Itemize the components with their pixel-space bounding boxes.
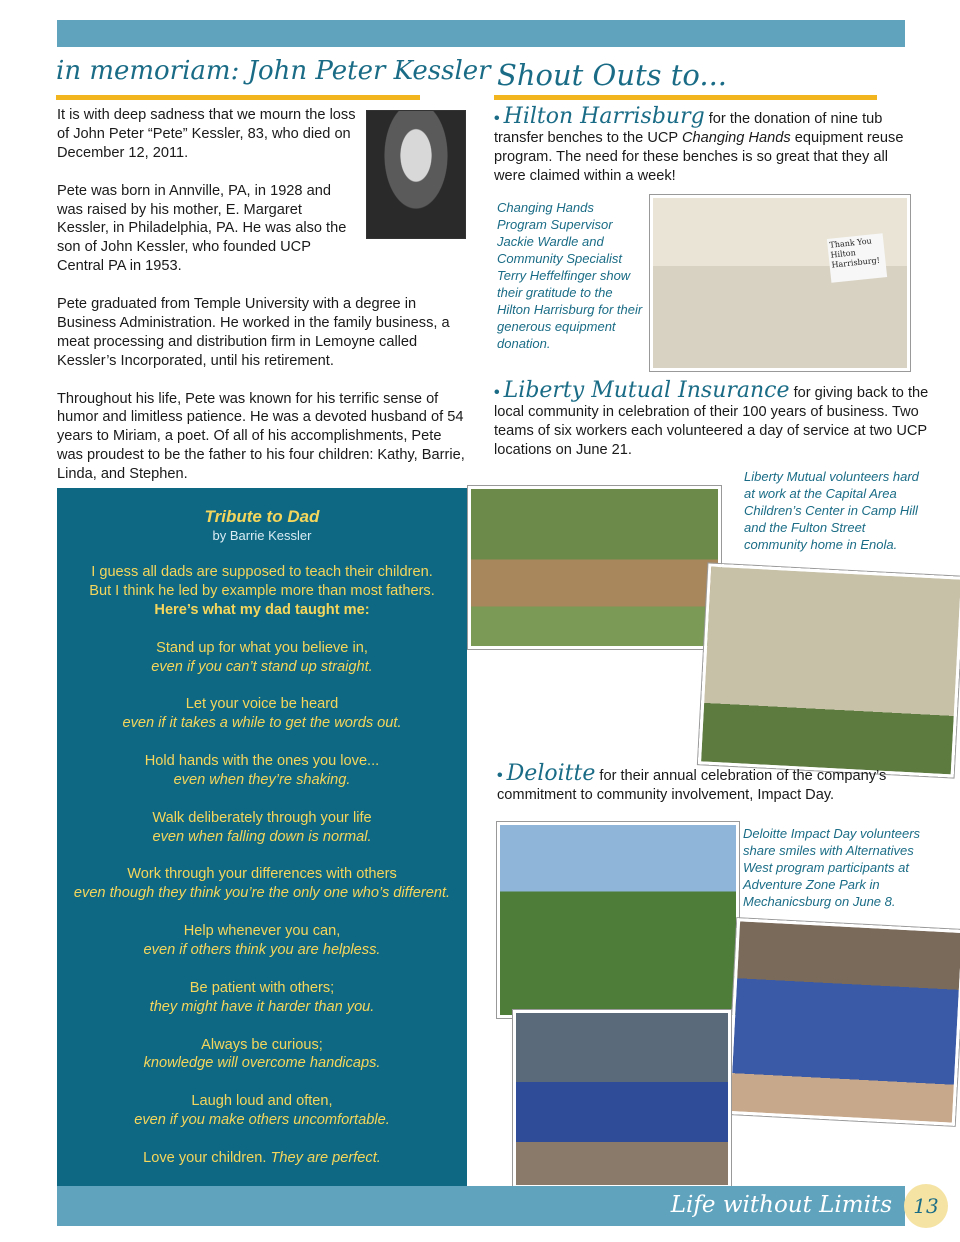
tribute-stanza bbox=[57, 979, 467, 1017]
tribute-stanza-line-italic: even when falling down is normal. bbox=[152, 828, 372, 845]
tribute-stanza-line: Hold hands with the ones you love... bbox=[144, 753, 380, 770]
liberty-photo-house bbox=[698, 563, 960, 777]
deloitte-photo-wheelchair bbox=[497, 822, 739, 1018]
tribute-stanza bbox=[57, 1036, 467, 1074]
tribute-stanza bbox=[57, 809, 467, 847]
tribute-stanza-line-italic: they might have it harder than you. bbox=[149, 998, 375, 1015]
liberty-shoutout bbox=[494, 378, 934, 460]
hilton-name: Hilton Harrisburg bbox=[503, 104, 705, 129]
hilton-photo bbox=[650, 195, 910, 371]
tribute-stanza-line-italic: even though they think you’re the only one who’s different. bbox=[73, 885, 451, 902]
page-number: 13 bbox=[904, 1184, 948, 1228]
shoutouts-heading-underline bbox=[494, 95, 877, 100]
tribute-stanza-line-italic: even if you can’t stand up straight. bbox=[151, 658, 373, 675]
tribute-stanza-line: Walk deliberately through your life bbox=[152, 809, 372, 826]
deloitte-caption: Deloitte Impact Day volunteers share smiles with Alternatives West program participants at Adventure Zone Park in Mechanicsburg on June 8. bbox=[743, 826, 921, 909]
shoutouts-heading: Shout Outs to... bbox=[497, 58, 728, 92]
tribute-stanza-line: Help whenever you can, bbox=[183, 923, 341, 940]
hilton-text-italic: Changing Hands bbox=[681, 129, 791, 146]
liberty-name: Liberty Mutual Insurance bbox=[503, 378, 790, 403]
memoriam-paragraph: Pete was born in Annville, PA, in 1928 and was raised by his mother, E. Margaret Kessler, in Philadelphia, PA. He was also the son of John Kessler, who founded UCP Central PA in 1953. bbox=[57, 182, 347, 275]
tribute-stanza-line: Stand up for what you believe in, bbox=[156, 639, 368, 656]
memoriam-paragraph: It is with deep sadness that we mourn the loss of John Peter “Pete” Kessler, 83, who died on December 12, 2011. bbox=[57, 107, 356, 161]
memoriam-heading-underline bbox=[56, 95, 420, 100]
tribute-stanza-line: Be patient with others; bbox=[189, 979, 335, 996]
tribute-stanza-line: Work through your differences with others bbox=[127, 866, 397, 883]
memoriam-paragraph: Throughout his life, Pete was known for his terrific sense of humor and limitless patience. He was a devoted husband of 54 years to Miriam, a poet. Of all of his accomplishments, Pete was proudest to be the father to his four children: Kathy, Barrie, Linda, and Stephen. bbox=[57, 390, 465, 483]
tribute-panel bbox=[57, 488, 467, 1186]
bullet-dot: • bbox=[497, 767, 503, 784]
deloitte-text: for their annual celebration of the company’s commitment to community involvement, Impact Day. bbox=[497, 768, 887, 803]
hilton-text: for the donation of nine tub transfer benches to the UCP bbox=[494, 111, 883, 146]
tribute-intro-line: Here’s what my dad taught me: bbox=[154, 601, 370, 618]
tribute-poem bbox=[57, 563, 467, 1168]
deloitte-photo-crowd bbox=[513, 1010, 731, 1188]
tribute-stanza-line: Let your voice be heard bbox=[185, 696, 339, 713]
deloitte-name: Deloitte bbox=[506, 761, 596, 786]
tribute-stanza bbox=[57, 695, 467, 733]
thank-you-sign: Thank You Hilton Harrisburg! bbox=[827, 233, 887, 283]
tribute-byline: by Barrie Kessler bbox=[212, 528, 312, 543]
tribute-stanza-line-italic: knowledge will overcome handicaps. bbox=[143, 1055, 381, 1072]
tribute-title: Tribute to Dad bbox=[204, 507, 320, 526]
deloitte-photo-group bbox=[727, 918, 960, 1126]
tribute-stanza bbox=[57, 1092, 467, 1130]
tribute-stanza-line-italic: even if you make others uncomfortable. bbox=[134, 1112, 390, 1129]
bullet-dot: • bbox=[494, 384, 500, 401]
tribute-intro-line: I guess all dads are supposed to teach their children. bbox=[91, 564, 433, 580]
tribute-stanza-line-italic: even if it takes a while to get the words out. bbox=[122, 715, 402, 732]
deloitte-shoutout bbox=[497, 761, 897, 805]
hilton-text-cont: equipment reuse program. The need for these benches is so great that they all were claimed within a week! bbox=[494, 129, 904, 184]
tribute-stanza-line-italic: even if others think you are helpless. bbox=[143, 942, 381, 959]
tribute-stanza bbox=[57, 752, 467, 790]
liberty-caption: Liberty Mutual volunteers hard at work at the Capital Area Children’s Center in Camp Hill and the Fulton Street community home in Enola. bbox=[744, 469, 919, 552]
top-banner-bar bbox=[57, 20, 905, 47]
tribute-stanza-line-italic: even when they’re shaking. bbox=[173, 771, 351, 788]
tribute-closing-plain: Love your children. bbox=[143, 1149, 267, 1166]
tribute-stanza bbox=[57, 922, 467, 960]
memoriam-body bbox=[57, 106, 469, 503]
bullet-dot: • bbox=[494, 110, 500, 127]
liberty-text: for giving back to the local community in celebration of their 100 years of business. Two teams of six workers each volunteered a day of service at two UCP locations on June 21. bbox=[494, 385, 929, 458]
tribute-stanza-line: Always be curious; bbox=[201, 1036, 323, 1053]
memoriam-heading: in memoriam: John Peter Kessler bbox=[56, 56, 491, 86]
hilton-caption: Changing Hands Program Supervisor Jackie Wardle and Community Specialist Terry Heffelfinger show their gratitude to the Hilton Harrisburg for their generous equipment donation. bbox=[497, 200, 643, 351]
tribute-stanza bbox=[57, 639, 467, 677]
liberty-photo-sandbox bbox=[468, 486, 721, 649]
tribute-closing-italic: They are perfect. bbox=[270, 1149, 381, 1166]
tribute-intro-line: But I think he led by example more than most fathers. bbox=[89, 582, 435, 599]
memoriam-paragraph: Pete graduated from Temple University with a degree in Business Administration. He worked in the family business, a meat processing and distribution firm in Lemoyne called Kessler’s Incorporated, until his retirement. bbox=[57, 296, 450, 369]
hilton-shoutout bbox=[494, 104, 914, 186]
tribute-stanza-line: Laugh loud and often, bbox=[191, 1093, 333, 1110]
footer-title: Life without Limits bbox=[670, 1192, 892, 1218]
tribute-closing bbox=[57, 1149, 467, 1168]
tribute-stanza bbox=[57, 865, 467, 903]
